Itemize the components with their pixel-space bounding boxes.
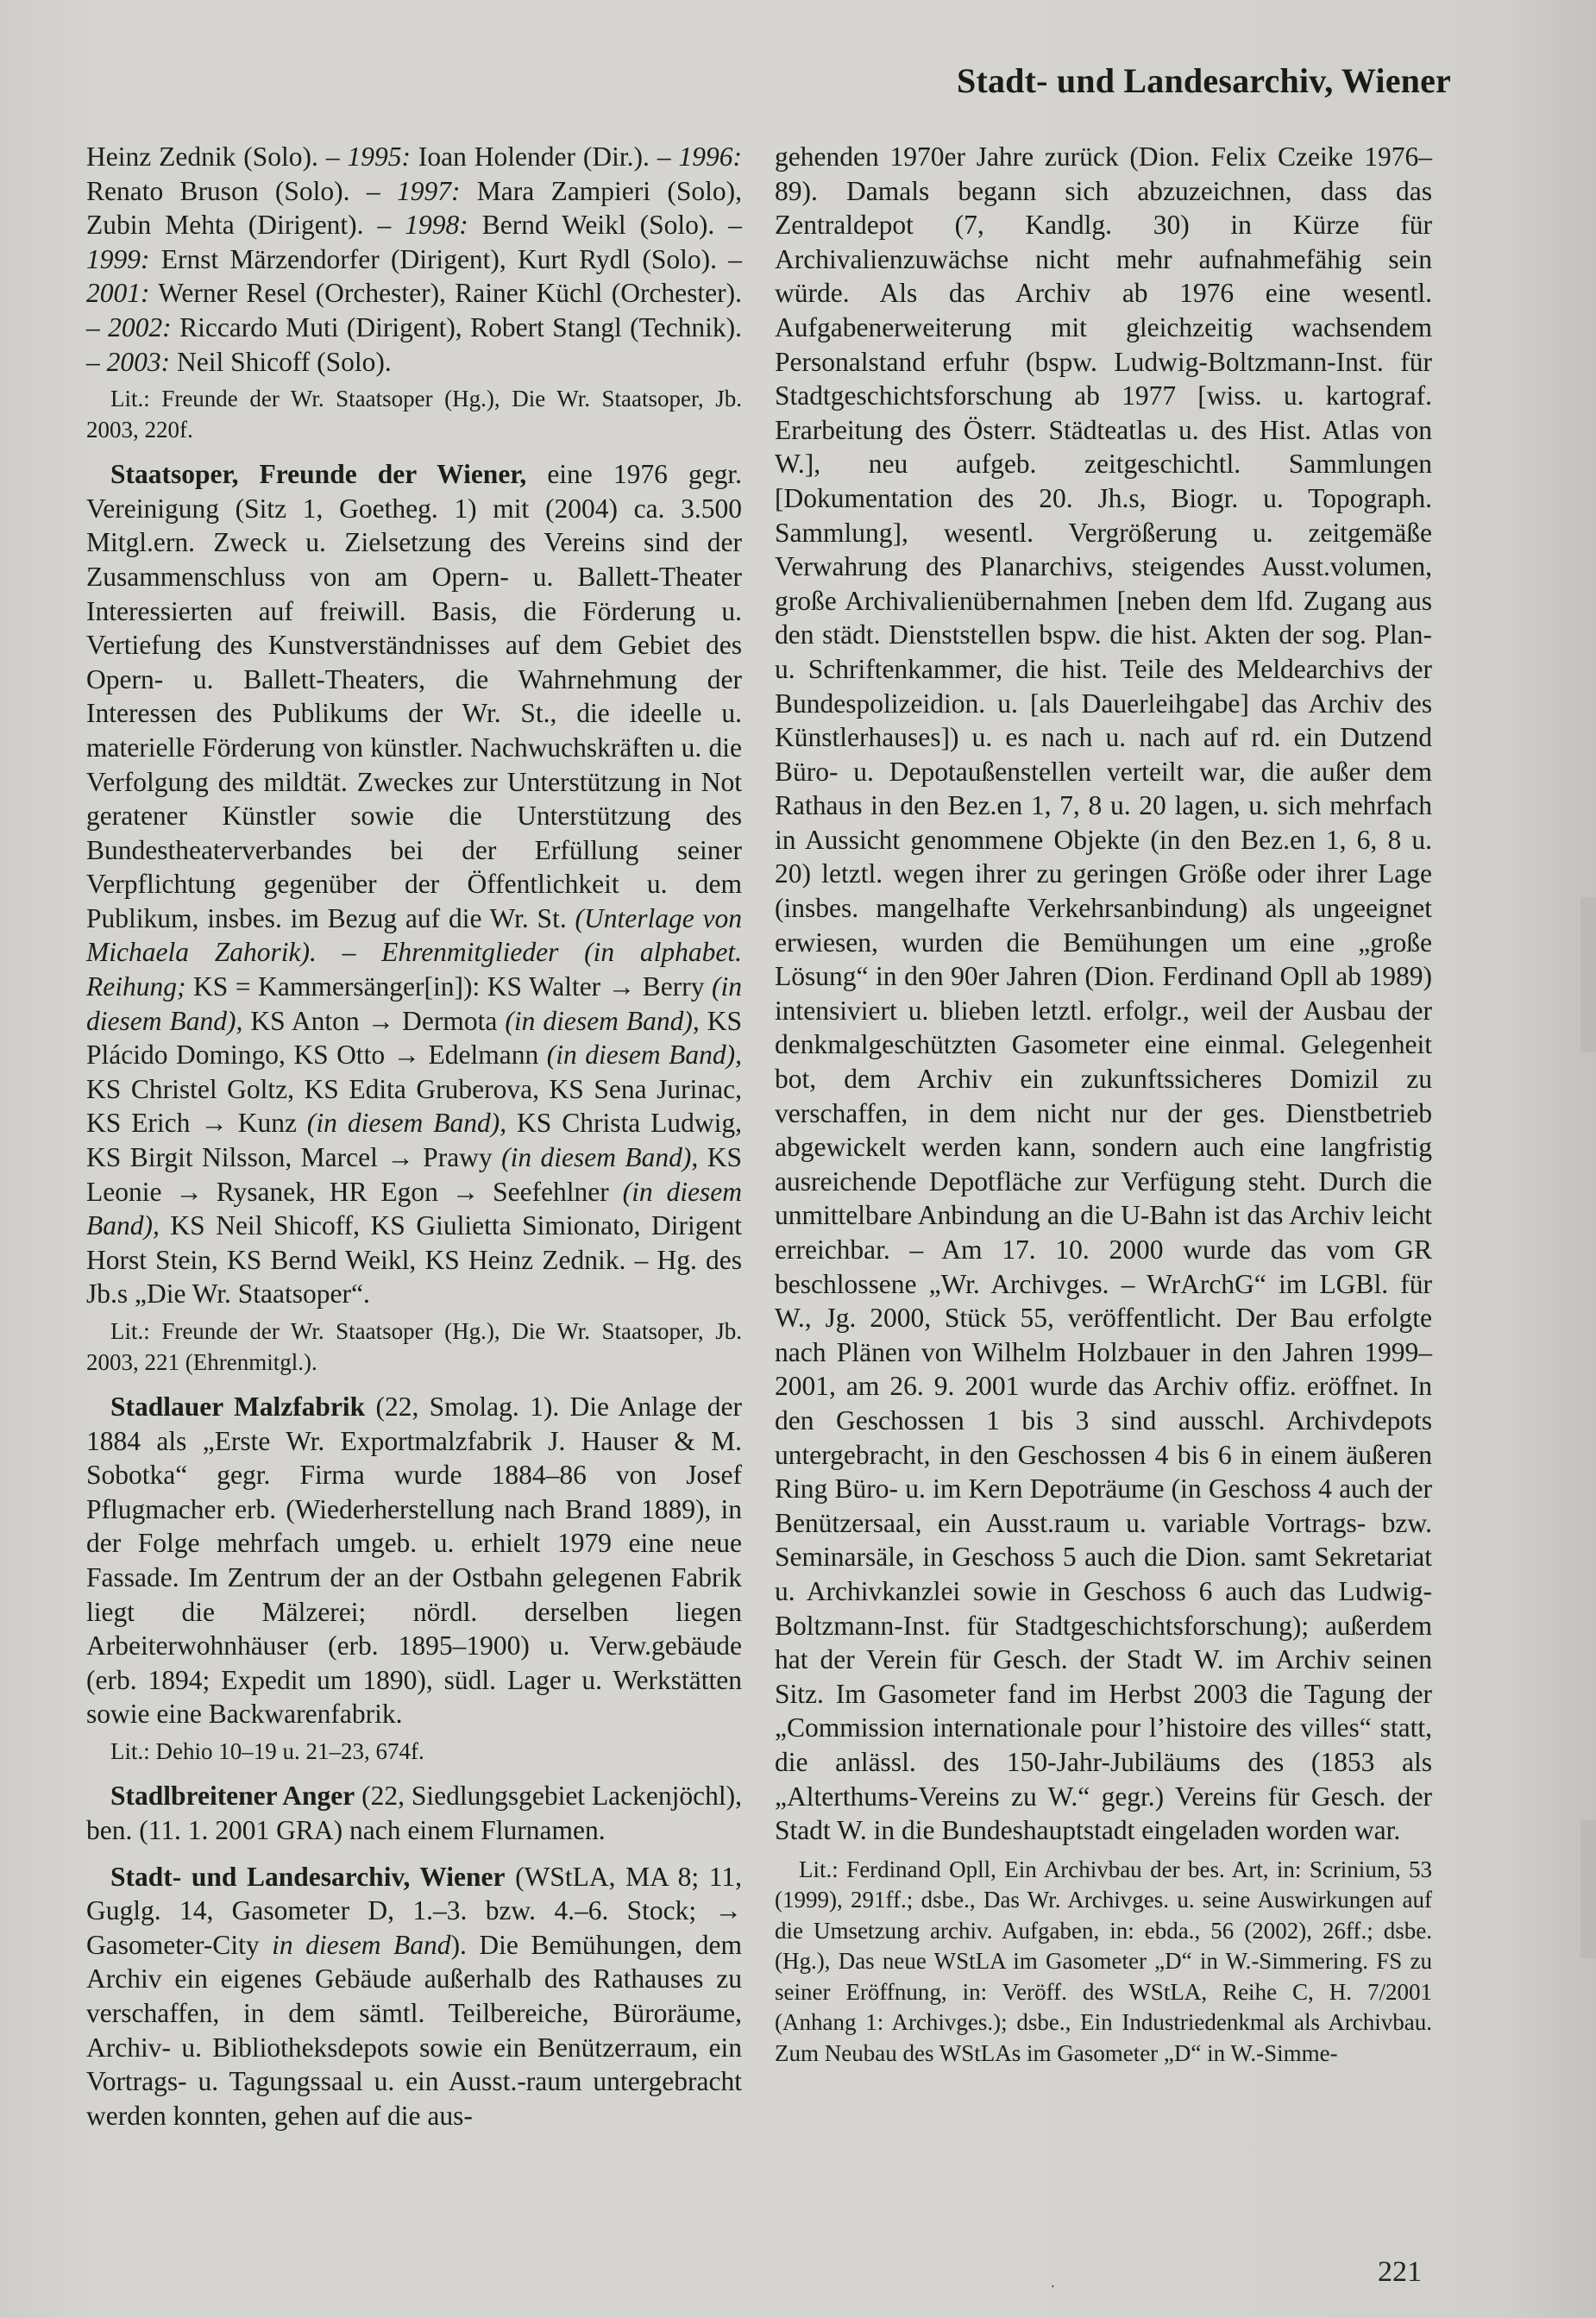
- text-run: –: [316, 937, 382, 968]
- literature-note: Lit.: Freunde der Wr. Staatsoper (Hg.), Die Wr. Staatsoper, Jb. 2003, 220f.: [86, 386, 742, 443]
- italic-run: (Unterlage von Michaela Zahorik).: [86, 902, 742, 968]
- entry-stadt-und-landesarchiv: [86, 1860, 742, 2133]
- text-run: KS Leonie → Rysanek, HR Egon → Seefehlner: [86, 1142, 742, 1207]
- text-run: KS Christel Goltz, KS Edita Gruberova, KS Sena Jurinac, KS Erich → Kunz: [86, 1073, 742, 1139]
- italic-run: 2003:: [106, 346, 171, 377]
- right-column: [775, 140, 1432, 2069]
- page-number: 221: [1378, 2256, 1422, 2288]
- text-run: Riccardo Muti (Dirigent), Robert Stangl (Technik). –: [86, 311, 743, 377]
- left-column: [86, 140, 742, 2133]
- headword: Staatsoper, Freunde der Wiener,: [110, 459, 527, 490]
- italic-run: (in diesem Band),: [86, 1176, 742, 1241]
- text-run: KS = Kammersänger[in]): KS Walter → Berry: [185, 971, 712, 1002]
- print-speck: ·: [1050, 2277, 1056, 2296]
- italic-run: 2001:: [86, 278, 150, 309]
- text-run: Neil Shicoff (Solo).: [170, 346, 392, 377]
- text-run: KS Plácido Domingo, KS Otto → Edelmann: [86, 1005, 742, 1071]
- entry-stadlbreitener-anger: [86, 1779, 742, 1847]
- entry-stadt-und-landesarchiv-continued: [775, 140, 1432, 1848]
- italic-run: 1999:: [86, 243, 150, 274]
- text-run: Heinz Zednik (Solo). –: [86, 141, 348, 172]
- italic-run: (in diesem Band),: [501, 1142, 699, 1173]
- page-edge-shadow: [1580, 1820, 1596, 1958]
- literature-note: Lit.: Freunde der Wr. Staatsoper (Hg.), Die Wr. Staatsoper, Jb. 2003, 221 (Ehrenmitgl.).: [86, 1318, 742, 1375]
- text-run: eine 1976 gegr. Vereinigung (Sitz 1, Goetheg. 1) mit (2004) ca. 3.500 Mitgl.ern. Zweck u. Zielsetzung des Vereins sind der Zusammenschluss von am Opern- u. Ballett-Theater Interessierten auf freiwill. Basis, die Förderung u. Vertiefung des Kunstverständnisses auf dem Gebiet des Opern- u. Ballett-Theaters, die Wahrnehmung der Interessen des Publikums der Wr. St., die ideelle u. materielle Förderung von künstler. Nachwuchskräften u. die Verfolgung des mildtät. Zweckes zur Unterstützung in Not geratener Künstler sowie die Unterstützung des Bundestheaterverbandes bei der Erfüllung seiner Verpflichtung gegenüber der Öffentlichkeit u. dem Publikum, insbes. im Bezug auf die Wr. St.: [86, 459, 742, 933]
- literature-note: Lit.: Dehio 10–19 u. 21–23, 674f.: [110, 1737, 424, 1764]
- headword: Stadlauer Malzfabrik: [110, 1391, 366, 1422]
- italic-run: 1997:: [396, 175, 461, 206]
- italic-run: Ehrenmitglieder (in alphabet. Reihung;: [86, 937, 743, 1002]
- text-run: KS Neil Shicoff, KS Giulietta Simionato, Dirigent Horst Stein, KS Bernd Weikl, KS Heinz Zednik. – Hg. des Jb.s „Die Wr. Staatsoper“.: [86, 1210, 742, 1310]
- italic-run: in diesem Band: [272, 1929, 451, 1960]
- text-run: ). Die Bemühungen, dem Archiv ein eigenes Gebäude außerhalb des Rathauses zu verschaffen, in dem sämtl. Teilbereiche, Büroräume, Archiv- u. Bibliotheksdepots sowie ein Benützerraum, ein Vortrags- u. Tagungssaal u. ein Ausst.-raum untergebracht werden konnten, gehen auf die aus-: [86, 1929, 742, 2131]
- text-run: (WStLA, MA 8; 11, Guglg. 14, Gasometer D, 1.–3. bzw. 4.–6. Stock; → Gasometer-City: [86, 1861, 742, 1960]
- page-edge-shadow: [1580, 897, 1596, 1052]
- text-run: Ernst Märzendorfer (Dirigent), Kurt Rydl (Solo). –: [149, 243, 742, 274]
- headword: Stadt- und Landesarchiv, Wiener: [110, 1861, 506, 1892]
- italic-run: (in diesem Band),: [306, 1108, 507, 1139]
- text-run: (22, Siedlungsgebiet Lackenjöchl), ben. (11. 1. 2001 GRA) nach einem Flurnamen.: [86, 1781, 742, 1846]
- italic-run: (in diesem Band),: [546, 1040, 742, 1071]
- italic-run: (in diesem Band),: [86, 971, 742, 1036]
- text-run: gehenden 1970er Jahre zurück (Dion. Felix Czeike 1976–89). Damals begann sich abzuzeichnen, dass das Zentraldepot (7, Kandlg. 30) in Kürze für Archivalienzuwächse nicht mehr aufnahmefähig sein würde. Als das Archiv ab 1976 eine wesentl. Aufgabenerweiterung mit gleichzeitig wachsendem Personalstand erfuhr (bspw. Ludwig-Boltzmann-Inst. für Stadtgeschichtsforschung ab 1977 [wiss. u. kartograf. Erarbeitung des Österr. Städteatlas u. des Hist. Atlas von W.], neu aufgeb. zeitgeschichtl. Sammlungen [Dokumentation des 20. Jh.s, Biogr. u. Topograph. Sammlung], wesentl. Vergrößerung u. zeitgemäße Verwahrung des Planarchivs, steigendes Ausst.volumen, große Archivalienübernahmen [neben dem lfd. Zugang aus den städt. Dienststellen bspw. die hist. Akten der sog. Plan- u. Schriftenkammer, die hist. Teile des Meldearchivs der Bundespolizeidion. u. [als Dauerleihgabe] das Archiv des Künstlerhauses]) u. es nach u. nach auf rd. ein Dutzend Büro- u. Depotaußenstellen verteilt war, die außer dem Rathaus in den Bez.en 1, 7, 8 u. 20 lagen, u. sich mehrfach in Aussicht genommene Objekte (in den Bez.en 1, 6, 8 u. 20) letztl. wegen ihrer zu geringen Größe oder ihrer Lage (insbes. mangelhafte Verkehrsanbindung) als ungeeignet erwiesen, wurden die Bemühungen um eine „große Lösung“ in den 90er Jahren (Dion. Ferdinand Opll ab 1989) intensiviert u. blieben letztl. erfolgr., weil der Ausbau der denkmalgeschützten Gasometer eine einmal. Gelegenheit bot, dem Archiv ein zukunftssicheres Domizil zu verschaffen, in dem nicht nur der ges. Dienstbetrieb abgewickelt werden kann, sondern auch eine langfristig ausreichende Depotfläche zur Verfügung steht. Durch die unmittelbare Anbindung an die U-Bahn ist das Archiv leicht erreichbar. – Am 17. 10. 2000 wurde das vom GR beschlossene „Wr. Archivges. – WrArchG“ im LGBl. für W., Jg. 2000, Stück 55, veröffentlicht. Der Bau erfolgte nach Plänen von Wilhelm Holzbauer in den Jahren 1999–2001, am 26. 9. 2001 wurde das Archiv offiz. eröffnet. In den Geschossen 1 bis 3 sind ausschl. Archivdepots untergebracht, in den Geschossen 4 bis 6 in einem äußeren Ring Büro- u. im Kern Depoträume (in Geschoss 4 auch der Benützersaal, ein Ausst.raum u. variable Vortrags- bzw. Seminarsäle, in Geschoss 5 auch die Dion. samt Sekretariat u. Archivkanzlei sowie in Geschoss 6 auch das Ludwig-Boltzmann-Inst. für Stadtgeschichtsforschung); außerdem hat der Verein für Gesch. der Stadt W. im Archiv seinen Sitz. Im Gasometer fand im Herbst 2003 die Tagung der „Commission internationale pour l’histoire des villes“ statt, die anlässl. des 150-Jahr-Jubiläums des (1853 als „Alterthums-Vereins zu W.“ gegr.) Vereins für Gesch. der Stadt W. in die Bundeshauptstadt eingeladen worden war.: [775, 141, 1432, 1846]
- italic-run: 1996:: [678, 141, 743, 172]
- italic-run: 1998:: [405, 210, 468, 241]
- text-run: KS Christa Ludwig, KS Birgit Nilsson, Marcel → Prawy: [86, 1108, 742, 1173]
- text-run: Ioan Holender (Dir.). –: [411, 141, 679, 172]
- text-run: Mara Zampieri (Solo), Zubin Mehta (Dirigent). –: [86, 175, 742, 241]
- text-run: Bernd Weikl (Solo). –: [468, 210, 742, 241]
- entry-continuation-paragraph: [86, 140, 742, 379]
- italic-run: (in diesem Band),: [505, 1005, 700, 1036]
- italic-run: 1995:: [347, 141, 411, 172]
- entry-stadlauer-malzfabrik: [86, 1390, 742, 1731]
- entry-staatsoper-freunde: [86, 457, 742, 1311]
- italic-run: 2002:: [108, 311, 172, 342]
- headword: Stadlbreitener Anger: [110, 1781, 355, 1812]
- running-head: Stadt- und Landesarchiv, Wiener: [957, 61, 1451, 100]
- literature-note: Lit.: Ferdinand Opll, Ein Archivbau der bes. Art, in: Scrinium, 53 (1999), 291ff.; dsbe., Das Wr. Archivges. u. seine Auswirkungen auf die Umsetzung archiv. Aufgaben, in: ebda., 56 (2002), 26ff.; dsbe. (Hg.), Das neue WStLA im Gasometer „D“ in W.-Simmering. FS zu seiner Eröffnung, in: Veröff. des WStLA, Reihe C, H. 7/2001 (Anhang 1: Archivges.); dsbe., Ein Industriedenkmal als Archivbau. Zum Neubau des WStLAs im Gasometer „D“ in W.-Simme-: [775, 1856, 1432, 2066]
- text-run: (22, Smolag. 1). Die Anlage der 1884 als „Erste Wr. Exportmalzfabrik J. Hauser & M. Sobotka“ gegr. Firma wurde 1884–86 von Josef Pflugmacher erb. (Wiederherstellung nach Brand 1889), in der Folge mehrfach umgeb. u. erhielt 1979 eine neue Fassade. Im Zentrum der an der Ostbahn gelegenen Fabrik liegt die Mälzerei; nördl. derselben liegen Arbeiterwohnhäuser (erb. 1895–1900) u. Verw.gebäude (erb. 1894; Expedit um 1890), südl. Lager u. Werkstätten sowie eine Backwarenfabrik.: [86, 1391, 742, 1730]
- text-run: KS Anton → Dermota: [242, 1005, 506, 1036]
- text-run: Werner Resel (Orchester), Rainer Küchl (Orchester). –: [86, 278, 742, 342]
- text-run: Renato Bruson (Solo). –: [86, 175, 397, 206]
